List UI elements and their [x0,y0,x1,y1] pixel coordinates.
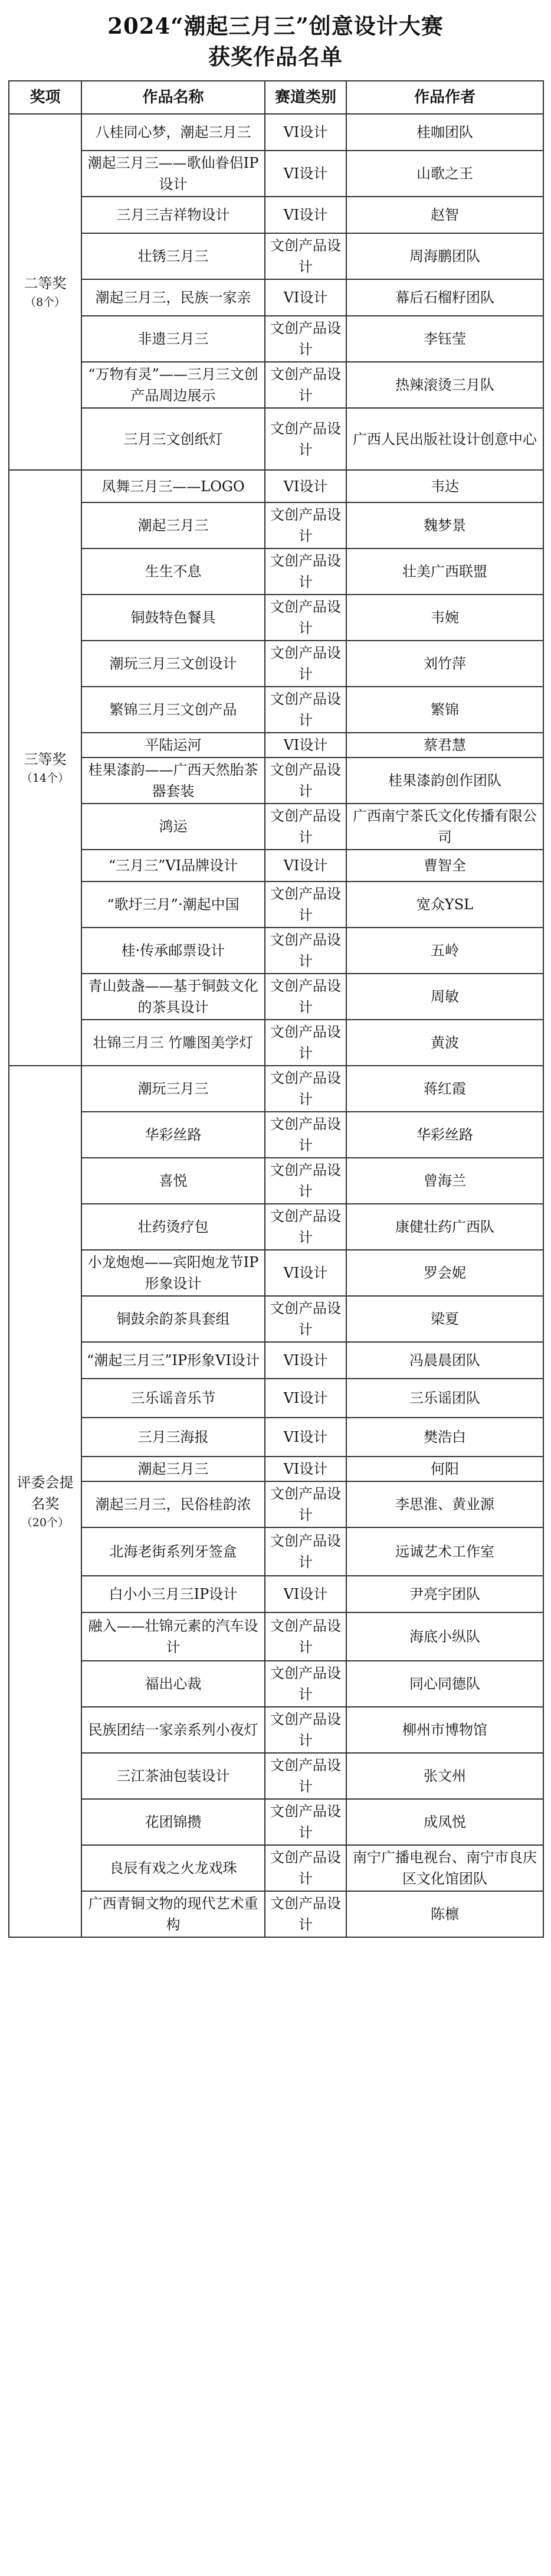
table-row [9,595,543,641]
work-name-cell: 三江茶油包装设计 [81,1753,265,1799]
track-cell: 文创产品设计 [265,1066,346,1112]
award-category-label: 评委会提名奖 [17,1474,74,1512]
author-cell: 陈檩 [346,1891,543,1937]
table-row [9,1418,543,1457]
work-name-cell: 壮锈三月三 [81,233,265,279]
track-cell: 文创产品设计 [265,1112,346,1158]
track-cell: 文创产品设计 [265,502,346,548]
work-name-cell: 生生不息 [81,548,265,595]
author-cell: 成凤悦 [346,1799,543,1845]
award-category-count: （20个） [21,1516,70,1529]
table-row [9,502,543,548]
author-cell: 广西人民出版社设计创意中心 [346,408,543,470]
work-name-cell: 潮玩三月三 [81,1066,265,1112]
track-cell: 文创产品设计 [265,1612,346,1661]
author-cell: 宽众YSL [346,881,543,928]
track-cell: 文创产品设计 [265,595,346,641]
table-row [9,1379,543,1418]
author-cell: 热辣滚烫三月队 [346,362,543,408]
table-row [9,687,543,733]
track-cell: 文创产品设计 [265,316,346,362]
header-work-name: 作品名称 [81,81,265,114]
author-cell: 李钰莹 [346,316,543,362]
author-cell: 刘竹萍 [346,641,543,687]
author-cell: 冯晨晨团队 [346,1342,543,1379]
author-cell: 蔡君慧 [346,733,543,758]
track-cell: 文创产品设计 [265,1891,346,1937]
author-cell: 曹智全 [346,850,543,881]
track-cell: 文创产品设计 [265,1481,346,1527]
document-subtitle: 获奖作品名单 [208,44,343,70]
header-track: 赛道类别 [265,81,346,114]
work-name-cell: 潮起三月三——歌仙眷侣IP设计 [81,151,265,197]
table-row [9,1612,543,1661]
track-cell: 文创产品设计 [265,1158,346,1204]
work-name-cell: “三月三”VI品牌设计 [81,850,265,881]
track-cell: VI设计 [265,1576,346,1612]
work-name-cell: 壮药烫疗包 [81,1204,265,1250]
track-cell: VI设计 [265,1418,346,1457]
author-cell: 广西南宁茶氏文化传播有限公司 [346,804,543,850]
work-name-cell: 民族团结一家亲系列小夜灯 [81,1707,265,1753]
author-cell: 海底小纵队 [346,1612,543,1661]
track-cell: VI设计 [265,1457,346,1481]
work-name-cell: 潮玩三月三文创设计 [81,641,265,687]
table-row [9,1112,543,1158]
author-cell: 柳州市博物馆 [346,1707,543,1753]
work-name-cell: 潮起三月三，民俗桂韵浓 [81,1481,265,1527]
work-name-cell: 融入——壮锦元素的汽车设计 [81,1612,265,1661]
track-cell: 文创产品设计 [265,1845,346,1891]
table-row [9,1576,543,1612]
author-cell: 尹亮宇团队 [346,1576,543,1612]
author-cell: 山歌之王 [346,151,543,197]
table-row [9,928,543,974]
track-cell: 文创产品设计 [265,641,346,687]
work-name-cell: “潮起三月三”IP形象VI设计 [81,1342,265,1379]
track-cell: 文创产品设计 [265,233,346,279]
work-name-cell: 潮起三月三，民族一家亲 [81,279,265,316]
work-name-cell: 平陆运河 [81,733,265,758]
table-row [9,804,543,850]
work-name-cell: 白小小三月三IP设计 [81,1576,265,1612]
award-category-label: 二等奖 [24,275,67,292]
track-cell: VI设计 [265,197,346,233]
header-row [9,81,543,114]
author-cell: 樊浩白 [346,1418,543,1457]
work-name-cell: 三月三吉祥物设计 [81,197,265,233]
track-cell: 文创产品设计 [265,408,346,470]
track-cell: 文创产品设计 [265,1204,346,1250]
table-row [9,974,543,1020]
track-cell: VI设计 [265,114,346,151]
table-row [9,1066,543,1112]
table-row [9,1158,543,1204]
work-name-cell: 壮锦三月三 竹雕图美学灯 [81,1020,265,1066]
work-name-cell: 铜鼓特色餐具 [81,595,265,641]
author-cell: 黄波 [346,1020,543,1066]
work-name-cell: 三月三海报 [81,1418,265,1457]
work-name-cell: 花团锦攒 [81,1799,265,1845]
table-row [9,114,543,151]
track-cell: 文创产品设计 [265,1753,346,1799]
award-category-count: （14个） [21,772,70,785]
award-category-cell [9,470,81,1066]
track-cell: 文创产品设计 [265,548,346,595]
work-name-cell: 三月三文创纸灯 [81,408,265,470]
work-name-cell: 小龙炮炮——宾阳炮龙节IP形象设计 [81,1250,265,1296]
work-name-cell: 凤舞三月三——LOGO [81,470,265,502]
track-cell: VI设计 [265,151,346,197]
track-cell: 文创产品设计 [265,1799,346,1845]
work-name-cell: 北海老街系列牙签盒 [81,1527,265,1576]
track-cell: 文创产品设计 [265,758,346,804]
table-row [9,1799,543,1845]
table-row [9,758,543,804]
track-cell: VI设计 [265,470,346,502]
author-cell: 张文州 [346,1753,543,1799]
work-name-cell: 八桂同心梦，潮起三月三 [81,114,265,151]
author-cell: 梁夏 [346,1296,543,1342]
table-row [9,279,543,316]
author-cell: 五岭 [346,928,543,974]
table-row [9,1457,543,1481]
author-cell: 桂果漆韵创作团队 [346,758,543,804]
awards-table-body [9,114,543,1937]
author-cell: 同心同德队 [346,1661,543,1707]
work-name-cell: 桂果漆韵——广西天然胎茶器套装 [81,758,265,804]
work-name-cell: “万物有灵”——三月三文创产品周边展示 [81,362,265,408]
table-row [9,233,543,279]
table-row [9,197,543,233]
table-row [9,881,543,928]
table-row [9,641,543,687]
document-title: 2024“潮起三月三”创意设计大赛 [107,13,444,39]
table-row [9,850,543,881]
track-cell: VI设计 [265,279,346,316]
track-cell: 文创产品设计 [265,928,346,974]
track-cell: 文创产品设计 [265,1527,346,1576]
track-cell: VI设计 [265,1250,346,1296]
work-name-cell: 良辰有戏之火龙戏珠 [81,1845,265,1891]
author-cell: 何阳 [346,1457,543,1481]
work-name-cell: 桂·传承邮票设计 [81,928,265,974]
table-row [9,362,543,408]
author-cell: 韦婉 [346,595,543,641]
work-name-cell: 潮起三月三 [81,1457,265,1481]
header-award: 奖项 [9,81,81,114]
author-cell: 桂咖团队 [346,114,543,151]
work-name-cell: 潮起三月三 [81,502,265,548]
award-category-label: 三等奖 [24,751,67,768]
work-name-cell: 福出心裁 [81,1661,265,1707]
author-cell: 周海鹏团队 [346,233,543,279]
author-cell: 繁锦 [346,687,543,733]
table-row [9,1661,543,1707]
author-cell: 周敏 [346,974,543,1020]
table-row [9,1845,543,1891]
table-row [9,1250,543,1296]
table-row [9,1342,543,1379]
track-cell: 文创产品设计 [265,362,346,408]
header-author: 作品作者 [346,81,543,114]
author-cell: 远诚艺术工作室 [346,1527,543,1576]
author-cell: 华彩丝路 [346,1112,543,1158]
award-category-count: （8个） [24,296,66,309]
track-cell: VI设计 [265,733,346,758]
table-row [9,1527,543,1576]
author-cell: 韦达 [346,470,543,502]
work-name-cell: “歌圩三月”·潮起中国 [81,881,265,928]
work-name-cell: 铜鼓余韵茶具套组 [81,1296,265,1342]
work-name-cell: 喜悦 [81,1158,265,1204]
work-name-cell: 广西青铜文物的现代艺术重构 [81,1891,265,1937]
author-cell: 蒋红霞 [346,1066,543,1112]
author-cell: 三乐谣团队 [346,1379,543,1418]
track-cell: 文创产品设计 [265,1661,346,1707]
track-cell: 文创产品设计 [265,1707,346,1753]
table-row [9,316,543,362]
table-row [9,1481,543,1527]
track-cell: VI设计 [265,1379,346,1418]
track-cell: 文创产品设计 [265,687,346,733]
table-row [9,1204,543,1250]
work-name-cell: 繁锦三月三文创产品 [81,687,265,733]
award-category-cell [9,114,81,470]
work-name-cell: 三乐谣音乐节 [81,1379,265,1418]
table-row [9,1891,543,1937]
author-cell: 曾海兰 [346,1158,543,1204]
author-cell: 壮美广西联盟 [346,548,543,595]
work-name-cell: 青山鼓盏——基于铜鼓文化的茶具设计 [81,974,265,1020]
author-cell: 幕后石榴籽团队 [346,279,543,316]
track-cell: VI设计 [265,1342,346,1379]
table-row [9,548,543,595]
track-cell: 文创产品设计 [265,974,346,1020]
author-cell: 罗会妮 [346,1250,543,1296]
table-row [9,1707,543,1753]
table-row [9,1020,543,1066]
work-name-cell: 非遗三月三 [81,316,265,362]
work-name-cell: 鸿运 [81,804,265,850]
table-row [9,733,543,758]
table-row [9,151,543,197]
track-cell: 文创产品设计 [265,804,346,850]
table-row [9,408,543,470]
work-name-cell: 华彩丝路 [81,1112,265,1158]
table-row [9,1753,543,1799]
author-cell: 南宁广播电视台、南宁市良庆区文化馆团队 [346,1845,543,1891]
table-row [9,470,543,502]
author-cell: 赵智 [346,197,543,233]
author-cell: 魏梦景 [346,502,543,548]
table-row [9,1296,543,1342]
track-cell: 文创产品设计 [265,881,346,928]
track-cell: 文创产品设计 [265,1020,346,1066]
awards-table [8,80,544,1938]
author-cell: 康健壮药广西队 [346,1204,543,1250]
track-cell: VI设计 [265,850,346,881]
award-category-cell [9,1066,81,1937]
track-cell: 文创产品设计 [265,1296,346,1342]
author-cell: 李思淮、黄业源 [346,1481,543,1527]
